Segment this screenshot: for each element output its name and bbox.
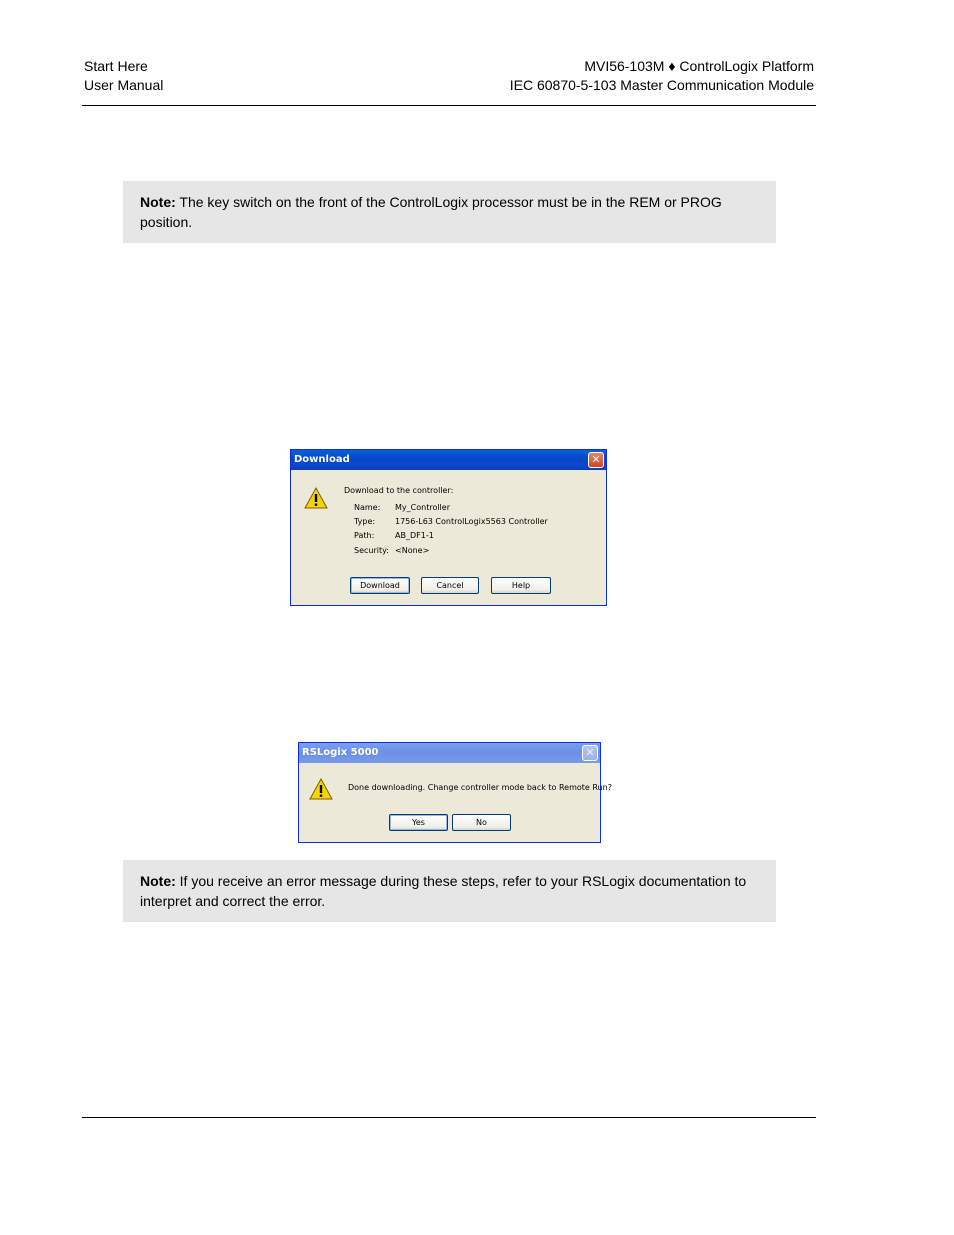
- footer-rule: [82, 1117, 816, 1118]
- header-rule: [82, 105, 816, 106]
- download-button[interactable]: Download: [350, 577, 410, 594]
- rslogix-dialog: [298, 742, 612, 843]
- header-left: [84, 57, 163, 95]
- download-dialog-title: Download: [294, 454, 350, 465]
- download-heading: Download to the controller:: [344, 486, 454, 495]
- note-label: Note:: [140, 194, 176, 210]
- note-box-keyswitch: [123, 181, 776, 243]
- header-right: [510, 57, 814, 95]
- note-label: Note:: [140, 873, 176, 889]
- cancel-button[interactable]: Cancel: [421, 577, 479, 594]
- field-label-path: Path:: [354, 531, 375, 540]
- note-text: If you receive an error message during these steps, refer to your RSLogix documentation to interpret and correct the error.: [140, 873, 747, 909]
- close-icon[interactable]: ✕: [588, 452, 604, 468]
- field-value-type: 1756-L63 ControlLogix5563 Controller: [395, 517, 548, 526]
- header-doc-type: User Manual: [84, 77, 164, 93]
- field-label-name: Name:: [354, 503, 381, 512]
- header-section: Start Here: [84, 58, 148, 74]
- download-dialog: [290, 449, 607, 606]
- close-icon[interactable]: ✕: [582, 745, 598, 761]
- no-button[interactable]: No: [452, 814, 511, 831]
- warning-icon: [304, 487, 328, 509]
- rslogix-message: Done downloading. Change controller mode back to Remote Run?: [348, 783, 612, 792]
- note-text: The key switch on the front of the ControlLogix processor must be in the REM or PROG position.: [140, 194, 722, 230]
- rslogix-dialog-titlebar: [299, 743, 600, 763]
- download-dialog-titlebar: [291, 450, 606, 470]
- field-label-security: Security:: [354, 546, 389, 555]
- note-box-error: [123, 860, 776, 922]
- field-value-name: My_Controller: [395, 503, 450, 512]
- header-product: MVI56-103M ♦ ControlLogix Platform: [584, 58, 814, 74]
- header-module: IEC 60870-5-103 Master Communication Module: [509, 77, 814, 93]
- yes-button[interactable]: Yes: [389, 814, 448, 831]
- field-value-path: AB_DF1-1: [395, 531, 434, 540]
- field-label-type: Type:: [354, 517, 376, 526]
- help-button[interactable]: Help: [491, 577, 551, 594]
- field-value-security: <None>: [395, 546, 430, 555]
- warning-icon: [309, 778, 333, 800]
- rslogix-dialog-title: RSLogix 5000: [302, 747, 379, 758]
